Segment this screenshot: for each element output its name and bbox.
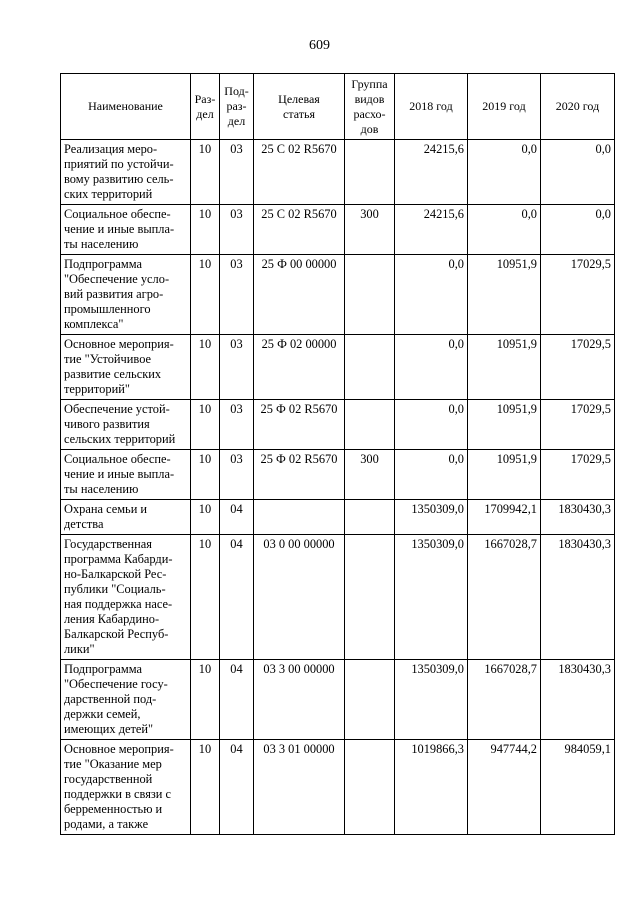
header-year-2019: 2019 год	[468, 74, 541, 140]
cell-expense-group	[345, 660, 395, 740]
cell-target-article: 25 Ф 02 00000	[254, 335, 345, 400]
cell-target-article: 25 Ф 00 00000	[254, 255, 345, 335]
cell-podrazdel: 04	[220, 535, 254, 660]
cell-year-2020: 1830430,3	[541, 535, 615, 660]
cell-year-2019: 0,0	[468, 205, 541, 255]
cell-year-2019: 10951,9	[468, 400, 541, 450]
cell-expense-group: 300	[345, 450, 395, 500]
table-row	[61, 660, 615, 740]
cell-year-2019: 1667028,7	[468, 660, 541, 740]
table-row	[61, 500, 615, 535]
table-header-row	[61, 74, 615, 140]
header-expense-group: Группа видов расхо- дов	[345, 74, 395, 140]
cell-year-2020: 984059,1	[541, 740, 615, 835]
cell-expense-group: 300	[345, 205, 395, 255]
cell-razdel: 10	[191, 660, 220, 740]
cell-expense-group	[345, 335, 395, 400]
cell-expense-group	[345, 140, 395, 205]
cell-name: Социальное обеспе- чение и иные выпла- ты населению	[61, 205, 191, 255]
cell-year-2018: 1350309,0	[395, 535, 468, 660]
cell-podrazdel: 03	[220, 140, 254, 205]
cell-year-2020: 1830430,3	[541, 500, 615, 535]
cell-year-2018: 24215,6	[395, 205, 468, 255]
cell-podrazdel: 03	[220, 335, 254, 400]
cell-expense-group	[345, 255, 395, 335]
cell-podrazdel: 04	[220, 500, 254, 535]
cell-razdel: 10	[191, 255, 220, 335]
cell-name: Социальное обеспе- чение и иные выпла- ты населению	[61, 450, 191, 500]
cell-year-2019: 10951,9	[468, 255, 541, 335]
cell-name: Подпрограмма "Обеспечение усло- вий развития агро- промышленного комплекса"	[61, 255, 191, 335]
cell-expense-group	[345, 740, 395, 835]
cell-podrazdel: 03	[220, 205, 254, 255]
cell-target-article: 03 3 00 00000	[254, 660, 345, 740]
table-row	[61, 450, 615, 500]
table-row	[61, 535, 615, 660]
cell-target-article: 03 0 00 00000	[254, 535, 345, 660]
cell-razdel: 10	[191, 400, 220, 450]
cell-podrazdel: 03	[220, 255, 254, 335]
cell-year-2020: 17029,5	[541, 335, 615, 400]
header-podrazdel: Под- раз- дел	[220, 74, 254, 140]
cell-name: Основное мероприя- тие "Устойчивое развитие сельских территорий"	[61, 335, 191, 400]
table-row	[61, 400, 615, 450]
cell-razdel: 10	[191, 740, 220, 835]
page-number: 609	[309, 38, 330, 53]
cell-expense-group	[345, 535, 395, 660]
cell-year-2018: 0,0	[395, 255, 468, 335]
cell-year-2019: 10951,9	[468, 450, 541, 500]
cell-year-2018: 0,0	[395, 400, 468, 450]
cell-razdel: 10	[191, 205, 220, 255]
cell-podrazdel: 04	[220, 660, 254, 740]
cell-year-2018: 24215,6	[395, 140, 468, 205]
cell-year-2018: 0,0	[395, 335, 468, 400]
cell-name: Государственная программа Кабарди- но-Балкарской Рес- публики "Социаль- ная поддержка насе- ления Кабардино- Балкарской Респуб- лики"	[61, 535, 191, 660]
header-name: Наименование	[61, 74, 191, 140]
cell-expense-group	[345, 400, 395, 450]
cell-razdel: 10	[191, 140, 220, 205]
header-target-article: Целевая статья	[254, 74, 345, 140]
cell-name: Охрана семьи и детства	[61, 500, 191, 535]
cell-name: Подпрограмма "Обеспечение госу- дарственной под- держки семей, имеющих детей"	[61, 660, 191, 740]
cell-year-2019: 947744,2	[468, 740, 541, 835]
cell-razdel: 10	[191, 500, 220, 535]
cell-year-2019: 1709942,1	[468, 500, 541, 535]
cell-target-article	[254, 500, 345, 535]
cell-target-article: 25 С 02 R5670	[254, 140, 345, 205]
cell-year-2019: 0,0	[468, 140, 541, 205]
cell-podrazdel: 03	[220, 400, 254, 450]
header-razdel: Раз- дел	[191, 74, 220, 140]
cell-year-2020: 0,0	[541, 140, 615, 205]
cell-podrazdel: 03	[220, 450, 254, 500]
cell-target-article: 25 С 02 R5670	[254, 205, 345, 255]
cell-expense-group	[345, 500, 395, 535]
cell-year-2020: 0,0	[541, 205, 615, 255]
cell-target-article: 25 Ф 02 R5670	[254, 400, 345, 450]
cell-podrazdel: 04	[220, 740, 254, 835]
table-row	[61, 205, 615, 255]
cell-year-2020: 17029,5	[541, 450, 615, 500]
budget-table	[60, 73, 615, 835]
table-row	[61, 335, 615, 400]
cell-target-article: 03 3 01 00000	[254, 740, 345, 835]
cell-year-2018: 1350309,0	[395, 660, 468, 740]
table-row	[61, 740, 615, 835]
cell-year-2019: 10951,9	[468, 335, 541, 400]
table-row	[61, 255, 615, 335]
cell-razdel: 10	[191, 450, 220, 500]
cell-name: Обеспечение устой- чивого развития сельских территорий	[61, 400, 191, 450]
cell-year-2020: 17029,5	[541, 400, 615, 450]
header-year-2018: 2018 год	[395, 74, 468, 140]
cell-name: Основное мероприя- тие "Оказание мер государственной поддержки в связи с берременностью и родами, а также	[61, 740, 191, 835]
cell-year-2018: 0,0	[395, 450, 468, 500]
cell-year-2020: 1830430,3	[541, 660, 615, 740]
cell-razdel: 10	[191, 335, 220, 400]
cell-target-article: 25 Ф 02 R5670	[254, 450, 345, 500]
header-year-2020: 2020 год	[541, 74, 615, 140]
cell-razdel: 10	[191, 535, 220, 660]
cell-year-2020: 17029,5	[541, 255, 615, 335]
cell-year-2018: 1350309,0	[395, 500, 468, 535]
cell-year-2018: 1019866,3	[395, 740, 468, 835]
table-row	[61, 140, 615, 205]
cell-name: Реализация меро- приятий по устойчи- вому развитию сель- ских территорий	[61, 140, 191, 205]
cell-year-2019: 1667028,7	[468, 535, 541, 660]
